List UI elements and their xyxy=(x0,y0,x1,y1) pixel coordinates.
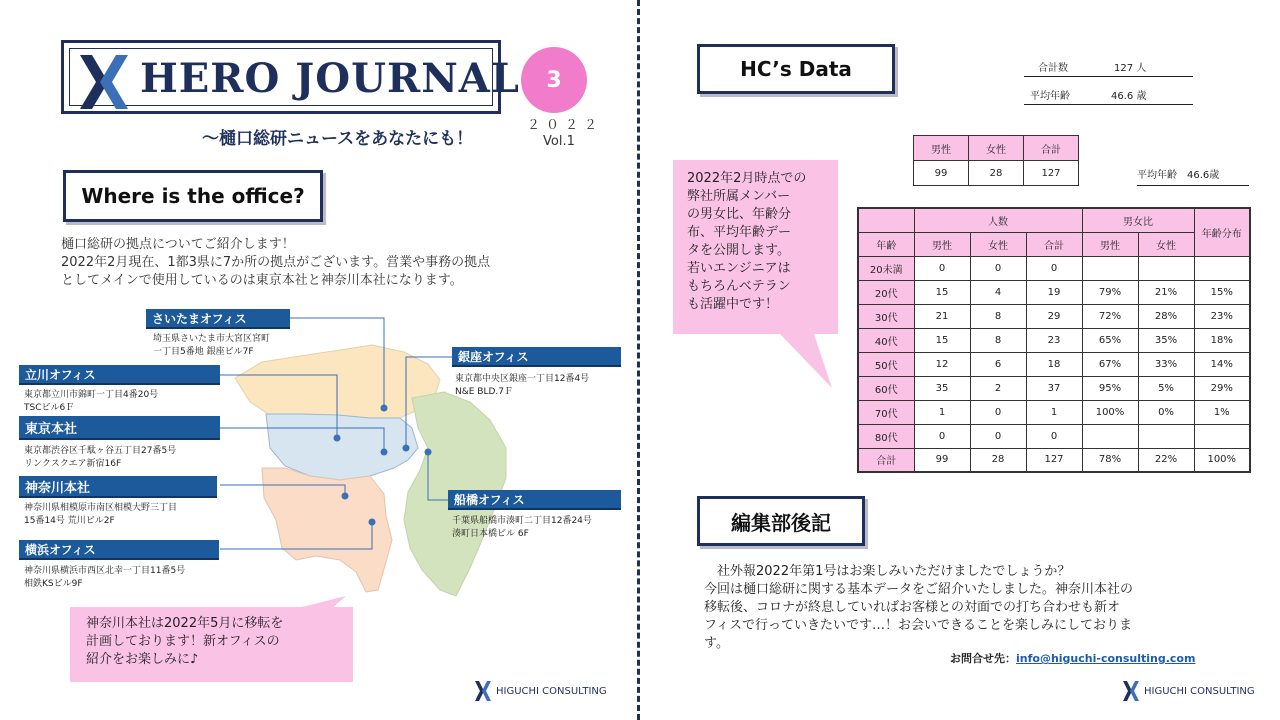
address-line: TSCビル6Ｆ xyxy=(24,403,75,413)
editor-line: 社外報2022年第1号はお楽しみいただけましたでしょうか？ xyxy=(704,564,1071,579)
age-cell-female-ratio: 33% xyxy=(1138,352,1194,376)
age-table-row xyxy=(858,256,1250,280)
age-cell-age: 50代 xyxy=(858,352,914,376)
age-table-row xyxy=(858,376,1250,400)
age-cell-age: 20代 xyxy=(858,280,914,304)
age-table-row xyxy=(858,424,1250,448)
age-table-row xyxy=(858,352,1250,376)
age-cell-dist xyxy=(1194,424,1250,448)
contact-label: お問合せ先： xyxy=(950,652,1016,665)
col-header-male-ratio: 男性 xyxy=(1082,232,1138,256)
age-cell-age: 40代 xyxy=(858,328,914,352)
issue-volume: Vol.1 xyxy=(543,134,575,149)
age-cell-female: 4 xyxy=(970,280,1026,304)
office-label-saitama: さいたまオフィス xyxy=(146,309,290,329)
summary-avg-row xyxy=(1024,86,1193,105)
age-cell-female-ratio: 28% xyxy=(1138,304,1194,328)
age-cell-total: 0 xyxy=(1026,256,1082,280)
age-cell-age: 30代 xyxy=(858,304,914,328)
office-address-ginza xyxy=(455,373,589,399)
office-section-title: Where is the office? xyxy=(63,170,323,222)
office-intro-line: 2022年2月現在、1都3県に7か所の拠点がございます。営業や事務の拠点 xyxy=(61,255,491,270)
note-line: タを公開します。 xyxy=(687,243,790,258)
age-cell-female: 8 xyxy=(970,328,1026,352)
contact-email-link[interactable]: info@higuchi-consulting.com xyxy=(1016,652,1196,665)
masthead-title: HERO JOURNAL xyxy=(140,55,520,102)
age-cell-female: 28 xyxy=(970,448,1026,472)
age-cell-total: 18 xyxy=(1026,352,1082,376)
footer-brand-text: HIGUCHI CONSULTING xyxy=(496,685,607,697)
office-intro-line: 樋口総研の拠点についてご紹介します！ xyxy=(61,237,295,252)
gender-value-male: 99 xyxy=(914,161,969,186)
masthead xyxy=(61,40,520,114)
address-line: 東京都中央区銀座一丁目12番4号 xyxy=(455,374,590,384)
note-right-tail xyxy=(770,334,834,390)
office-label-tachikawa: 立川オフィス xyxy=(19,365,220,385)
summary-total-row xyxy=(1024,58,1193,77)
age-cell-total: 19 xyxy=(1026,280,1082,304)
age-table-row xyxy=(858,328,1250,352)
issue-year: ２０２２ xyxy=(527,118,604,133)
editor-line: フィスで行っていきたいです…！お会いできることを楽しみにしておりま xyxy=(704,618,1132,633)
office-intro xyxy=(61,236,601,290)
note-line: 計画しております！新オフィスの xyxy=(86,634,280,649)
office-label-kanagawa-hq: 神奈川本社 xyxy=(19,476,217,498)
age-cell-dist xyxy=(1194,256,1250,280)
address-line: 神奈川県横浜市西区北幸一丁目11番5号 xyxy=(24,566,186,576)
age-cell-male-ratio: 72% xyxy=(1082,304,1138,328)
age-cell-female: 8 xyxy=(970,304,1026,328)
age-cell-male-ratio: 95% xyxy=(1082,376,1138,400)
age-corner-cell xyxy=(858,208,914,232)
editor-line: 移転後、コロナが終息していればお客様との対面での打ち合わせも新オ xyxy=(704,600,1121,615)
age-cell-female-ratio: 5% xyxy=(1138,376,1194,400)
office-address-funabashi xyxy=(452,515,592,541)
age-cell-female-ratio: 21% xyxy=(1138,280,1194,304)
age-cell-male: 0 xyxy=(914,424,970,448)
note-line: 神奈川本社は2022年5月に移転を xyxy=(86,616,284,631)
note-line: 紹介をお楽しみに♪ xyxy=(86,652,199,667)
col-header-age: 年齢 xyxy=(858,232,914,256)
age-cell-male: 99 xyxy=(914,448,970,472)
age-cell-female: 0 xyxy=(970,256,1026,280)
age-cell-age: 20未満 xyxy=(858,256,914,280)
editor-line: す。 xyxy=(704,636,729,651)
age-cell-male-ratio: 78% xyxy=(1082,448,1138,472)
age-cell-dist: 100% xyxy=(1194,448,1250,472)
address-line: N&E BLD.7Ｆ xyxy=(455,387,514,397)
age-cell-female-ratio: 22% xyxy=(1138,448,1194,472)
note-line: 布、平均年齢デー xyxy=(687,225,792,240)
age-cell-female: 2 xyxy=(970,376,1026,400)
note-line: もちろんベテラン xyxy=(687,279,791,294)
age-cell-total: 29 xyxy=(1026,304,1082,328)
address-line: 相鉄KSビル9F xyxy=(24,579,83,589)
age-cell-female-ratio xyxy=(1138,424,1194,448)
tagline: ～樋口総研ニュースをあなたにも！ xyxy=(202,129,474,149)
address-line: 東京都渋谷区千駄ヶ谷五丁目27番5号 xyxy=(24,446,177,456)
gender-header-total: 合計 xyxy=(1024,136,1079,161)
contact-line xyxy=(950,650,1195,666)
age-cell-female-ratio xyxy=(1138,256,1194,280)
age-table-row xyxy=(858,304,1250,328)
age-cell-dist: 1% xyxy=(1194,400,1250,424)
age-cell-male-ratio xyxy=(1082,424,1138,448)
age-cell-dist: 29% xyxy=(1194,376,1250,400)
address-line: 神奈川県相模原市南区相模大野三丁目 xyxy=(24,503,178,513)
gender-summary-table xyxy=(913,135,1079,186)
age-cell-age: 合計 xyxy=(858,448,914,472)
office-address-yokohama xyxy=(24,565,185,591)
office-label-tokyo-hq: 東京本社 xyxy=(19,416,220,440)
office-label-ginza: 銀座オフィス xyxy=(452,347,621,367)
age-cell-total: 23 xyxy=(1026,328,1082,352)
center-divider xyxy=(637,0,640,720)
address-line: 埼玉県さいたま市大宮区宮町 xyxy=(153,334,271,344)
hc-logo-icon xyxy=(1122,680,1140,702)
col-header-male: 男性 xyxy=(914,232,970,256)
age-cell-male: 15 xyxy=(914,280,970,304)
age-cell-male-ratio xyxy=(1082,256,1138,280)
gender-value-female: 28 xyxy=(969,161,1024,186)
col-header-female: 女性 xyxy=(970,232,1026,256)
age-cell-total: 0 xyxy=(1026,424,1082,448)
age-cell-total: 127 xyxy=(1026,448,1082,472)
office-address-saitama xyxy=(153,333,270,359)
office-address-tachikawa xyxy=(24,389,158,415)
note-line: も活躍中です！ xyxy=(687,297,779,312)
office-address-kanagawa-hq xyxy=(24,502,177,528)
age-cell-dist: 14% xyxy=(1194,352,1250,376)
address-line: 千葉県船橋市湊町二丁目12番24号 xyxy=(452,516,592,526)
age-cell-male: 1 xyxy=(914,400,970,424)
hc-data-section-title: HC’s Data xyxy=(697,44,895,94)
hc-data-note xyxy=(673,160,838,334)
group-header-count: 人数 xyxy=(914,208,1082,232)
address-line: 湊町日本橋ビル 6F xyxy=(452,529,529,539)
age-cell-male: 21 xyxy=(914,304,970,328)
footer-brand-left xyxy=(474,680,607,702)
age-cell-male-ratio: 67% xyxy=(1082,352,1138,376)
group-header-distribution: 年齢分布 xyxy=(1194,208,1250,256)
editor-line: 今回は樋口総研に関する基本データをご紹介いたしました。神奈川本社の xyxy=(704,582,1134,597)
gender-header-female: 女性 xyxy=(969,136,1024,161)
office-label-yokohama: 横浜オフィス xyxy=(19,540,219,560)
age-table-row xyxy=(858,400,1250,424)
office-address-tokyo-hq xyxy=(24,445,176,471)
gender-header-male: 男性 xyxy=(914,136,969,161)
age-cell-female: 0 xyxy=(970,424,1026,448)
footer-brand-text: HIGUCHI CONSULTING xyxy=(1144,685,1255,697)
relocation-note xyxy=(70,607,353,682)
age-cell-female: 6 xyxy=(970,352,1026,376)
group-header-ratio: 男女比 xyxy=(1082,208,1194,232)
note-line: 若いエンジニアは xyxy=(687,261,791,276)
age-cell-dist: 23% xyxy=(1194,304,1250,328)
col-header-female-ratio: 女性 xyxy=(1138,232,1194,256)
address-line: 東京都立川市錦町一丁目4番20号 xyxy=(24,390,159,400)
address-line: 一丁目5番地 銀座ビル7F xyxy=(153,347,254,357)
age-cell-male: 35 xyxy=(914,376,970,400)
age-cell-male-ratio: 79% xyxy=(1082,280,1138,304)
age-distribution-table xyxy=(857,207,1251,473)
age-cell-female-ratio: 35% xyxy=(1138,328,1194,352)
footer-brand-right xyxy=(1122,680,1255,702)
summary-total-label: 合計数 xyxy=(1038,63,1068,74)
note-line: の男女比、年齢分 xyxy=(687,207,792,222)
col-header-total: 合計 xyxy=(1026,232,1082,256)
age-cell-male: 0 xyxy=(914,256,970,280)
age-cell-male: 12 xyxy=(914,352,970,376)
age-cell-age: 80代 xyxy=(858,424,914,448)
age-cell-age: 60代 xyxy=(858,376,914,400)
age-cell-male-ratio: 65% xyxy=(1082,328,1138,352)
age-cell-dist: 18% xyxy=(1194,328,1250,352)
age-cell-female: 0 xyxy=(970,400,1026,424)
office-intro-line: としてメインで使用しているのは東京本社と神奈川本社になります。 xyxy=(61,273,463,288)
age-cell-female-ratio: 0% xyxy=(1138,400,1194,424)
age-table-row xyxy=(858,448,1250,472)
note-line: 弊社所属メンバー xyxy=(687,189,791,204)
age-cell-dist: 15% xyxy=(1194,280,1250,304)
age-cell-total: 37 xyxy=(1026,376,1082,400)
age-cell-total: 1 xyxy=(1026,400,1082,424)
summary-avg-label: 平均年齢 xyxy=(1030,91,1070,102)
hero-x-logo-icon xyxy=(78,53,130,111)
age-cell-age: 70代 xyxy=(858,400,914,424)
address-line: リンクスクエア新宿16F xyxy=(24,459,122,469)
gender-value-total: 127 xyxy=(1024,161,1079,186)
editor-section-title: 編集部後記 xyxy=(697,496,865,546)
average-age-label: 平均年齢 46.6歳 xyxy=(1137,166,1249,186)
summary-total-value: 127 人 xyxy=(1114,63,1147,74)
note-line: 2022年2月時点での xyxy=(687,171,807,186)
issue-number-badge: 3 xyxy=(521,47,587,113)
hc-logo-icon xyxy=(474,680,492,702)
age-table-row xyxy=(858,280,1250,304)
office-label-funabashi: 船橋オフィス xyxy=(448,490,621,510)
age-cell-male-ratio: 100% xyxy=(1082,400,1138,424)
summary-avg-value: 46.6 歳 xyxy=(1111,91,1147,102)
age-cell-male: 15 xyxy=(914,328,970,352)
editor-postscript xyxy=(704,563,1244,653)
address-line: 15番14号 荒川ビル2F xyxy=(24,516,115,526)
